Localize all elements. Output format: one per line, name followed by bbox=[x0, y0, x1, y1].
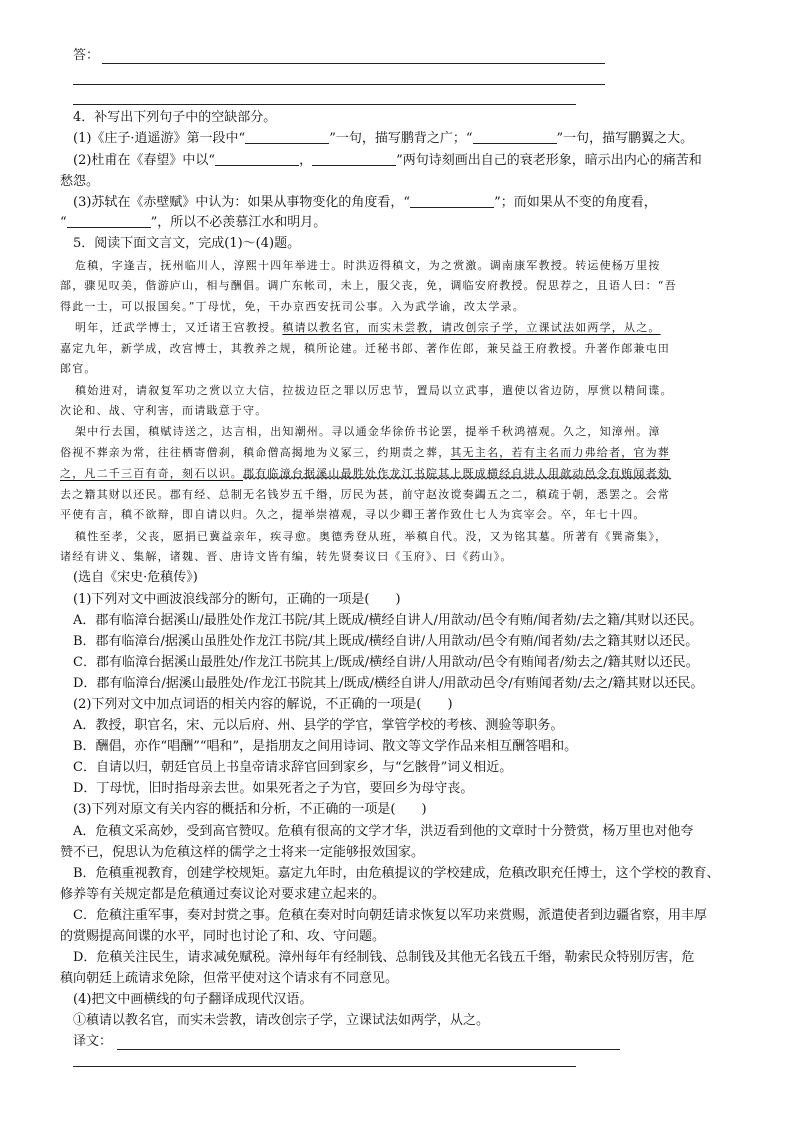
translation-line-1[interactable] bbox=[117, 1049, 620, 1050]
option-3c-cont: 的赏赐提高间谍的水平，同时也讨论了和、攻、守问题。 bbox=[60, 929, 386, 944]
answer-line-3 bbox=[73, 104, 576, 105]
option-1a[interactable]: A．郡有临漳台据溪山/最胜处作龙江书院/其上既成/横经自讲人/用歆动/邑令有贿/闻者劾/去之籍/其财以还民。 bbox=[73, 613, 703, 628]
passage-line: 明年，迁武学博士，又迁诸王宫教授。稹请以教名官，而实未尝教，请改创宗子学，立课试法如两学，从之。 bbox=[75, 321, 661, 334]
blank-1[interactable] bbox=[245, 129, 329, 144]
option-1c[interactable]: C．郡有临漳台据溪山最胜处/作龙江书院其上/既成/横经自讲/人用歆动/邑令有贿闻者/劾去之/籍其财以还民。 bbox=[73, 655, 699, 670]
option-3c[interactable]: C．危稹注重军事，奏对封赏之事。危稹在奏对时向朝廷请求恢复以军功来赏赐，派遣使者到边疆省察，用丰厚 bbox=[73, 908, 707, 923]
passage-line: 得此一士，可以报国矣。”丁母忧，免，干办京西安抚司公事。入为武学谕，改太学录。 bbox=[60, 300, 525, 313]
answer-line-1 bbox=[102, 63, 605, 64]
blank-6[interactable] bbox=[67, 213, 151, 228]
passage-line: 稹性至孝，父丧，愿捐已冀益亲年，疾寻愈。奥德秀登从班，举稹自代。没，又为铭其墓。所著有《巽斋集》， bbox=[75, 530, 668, 543]
passage-line: 俗视不葬亲为常，往往栖寄僧刹，稹命僧高揭地为义冢三，约期责之葬，其无主名，若有主名而力弗给者，官为葬 bbox=[60, 446, 671, 459]
q5-title: 5．阅读下面文言文，完成(1)～(4)题。 bbox=[73, 236, 301, 251]
passage-line: 稹始进对，请叙复军功之赏以立大信，拉拔边臣之罪以厉忠节，置局以立武事，遣使以省边防，厚赏以精间谍。 bbox=[75, 384, 673, 397]
sub-question-2: (2)下列对文中加点词语的相关内容的解说，不正确的一项是( ) bbox=[73, 697, 453, 712]
option-3b-cont: 修养等有关规定都是危稹通过奏议论对要求建立起来的。 bbox=[60, 887, 386, 902]
translation-label: 译文： bbox=[73, 1034, 113, 1049]
option-3d-cont: 稹向朝廷上疏请求免除，但常平使对这个请求有不同意见。 bbox=[60, 971, 399, 986]
passage-line: 郎官。 bbox=[60, 362, 97, 375]
wavy-sentence: 郡有临漳台据溪山最胜处作龙江书院其上既成横经自讲人用歆动邑令有贿闻者劾 bbox=[243, 467, 670, 480]
passage-line: 危稹，字逢吉，抚州临川人，淳熙十四年举进士。时洪迈得稹文，为之赏激。调南康军教授。转运使杨万里按 bbox=[75, 259, 661, 272]
sub-question-1: (1)下列对文中画波浪线部分的断句，正确的一项是( ) bbox=[73, 592, 401, 607]
passage-line: 诸经有讲义、集解，诸魏、晋、唐诗文皆有编，转先贤奏议曰《玉府》、曰《药山》。 bbox=[60, 550, 513, 563]
sub-question-3: (3)下列对原文有关内容的概括和分析，不正确的一项是( ) bbox=[73, 802, 427, 817]
q4-sentence-1: (1)《庄子·逍遥游》第一段中“ ”一句，描写鹏背之广；“ ”一句，描写鹏翼之大。 bbox=[73, 131, 694, 146]
underlined-sentence-2b: 之，凡二千三百有奇，刻石以识。 bbox=[60, 467, 243, 480]
underlined-sentence-2a: 其无主名，若有主名而力弗给者，官为葬 bbox=[450, 446, 671, 459]
blank-2[interactable] bbox=[473, 129, 557, 144]
passage-line bbox=[60, 464, 670, 484]
option-2b[interactable]: B．酬倡，亦作“唱酬”“唱和”，是指朋友之间用诗词、散文等文学作品来相互酬答唱和。 bbox=[73, 739, 578, 754]
option-2d[interactable]: D．丁母忧，旧时指母亲去世。如果死者之子为官，要回乡为母守丧。 bbox=[73, 781, 474, 796]
passage-line: 架中行去国，稹赋诗送之，达言相，出知潮州。寻以通金华徐侨书论罢，提举千秋鸿禧观。久之，知漳州。漳 bbox=[75, 425, 661, 438]
blank-3[interactable] bbox=[215, 151, 299, 166]
sub-question-4: (4)把文中画横线的句子翻译成现代汉语。 bbox=[73, 992, 313, 1007]
q4-title: 4．补写出下列句子中的空缺部分。 bbox=[73, 110, 277, 125]
q4-sentence-2: (2)杜甫在《春望》中以“ ， ”两句诗刻画出自己的衰老形象，暗示出内心的痛苦和 bbox=[73, 153, 702, 168]
option-2c[interactable]: C．自请以归，朝廷官员上书皇帝请求辞官回到家乡，与“乞骸骨”词义相近。 bbox=[73, 760, 513, 775]
underlined-sentence-1: 稹请以教名官，而实未尝教，请改创宗子学，立课试法如两学，从之。 bbox=[282, 321, 661, 334]
blank-4[interactable] bbox=[312, 151, 396, 166]
q4-sentence-3-cont: “ ”，所以不必羡慕江水和明月。 bbox=[60, 215, 327, 230]
translate-sentence-1: ①稹请以教名官，而实未尝教，请改创宗子学，立课试法如两学，从之。 bbox=[73, 1013, 490, 1028]
answer-label: 答： bbox=[73, 48, 100, 63]
passage-source: (选自《宋史·危稹传》) bbox=[73, 570, 198, 585]
passage-line: 次论和、战、守利害，而请戢意于守。 bbox=[60, 404, 268, 417]
passage-line: 平使有言，稹不欲辩，即自请以归。久之，提举崇禧观，寻以少卿王著作致仕七人为宾宰会。卒，年七十四。 bbox=[60, 508, 646, 521]
answer-line-2 bbox=[73, 84, 605, 85]
option-3a-cont: 赞不已，倪思认为危稹这样的儒学之士将来一定能够报效国家。 bbox=[60, 845, 425, 860]
q4-sentence-3: (3)苏轼在《赤壁赋》中认为：如果从事物变化的角度看，“ ”；而如果从不变的角度看， bbox=[73, 195, 657, 210]
blank-5[interactable] bbox=[410, 193, 494, 208]
option-3d[interactable]: D．危稹关注民生，请求减免赋税。漳州每年有经制钱、总制钱及其他无名钱五千缗，勒索民众特别厉害，危 bbox=[73, 950, 695, 965]
translation-line-2[interactable] bbox=[73, 1066, 576, 1067]
option-1d[interactable]: D．郡有临漳台/据溪山最胜处/作龙江书院其上/既成/横经自讲人/用歆动邑令/有贿闻者劾/去之/籍其财以还民。 bbox=[73, 676, 704, 691]
q4-sentence-2-cont: 愁怨。 bbox=[60, 174, 100, 189]
option-2a[interactable]: A．教授，职官名，宋、元以后府、州、县学的学官，掌管学校的考核、测验等职务。 bbox=[73, 718, 564, 733]
option-3a[interactable]: A．危稹文采高妙，受到高官赞叹。危稹有很高的文学才华，洪迈看到他的文章时十分赞赏，杨万里也对他夸 bbox=[73, 824, 694, 839]
option-1b[interactable]: B．郡有临漳台/据溪山虽胜处作龙江书院/其上既成/横经自讲/人用歆动/邑令有贿/闻者劾/去之籍其财以还民。 bbox=[73, 634, 699, 649]
passage-line: 部，骤见叹美，偕游庐山，相与酬倡。调广东帐司，未上，服父丧，免，调临安府教授。倪思荐之，且语人曰：“吾 bbox=[60, 279, 677, 292]
passage-line: 去之籍其财以还民。郡有经、总制无名钱岁五千缗，厉民为甚，前守赵汝谠奏蠲五之二，稹疏于朝，悉罢之。会常 bbox=[60, 488, 670, 501]
option-3b[interactable]: B．危稹重视教育，创建学校规矩。嘉定九年时，由危稹提议的学校建成，危稹改职充任博士，这个学校的教育、 bbox=[73, 866, 720, 881]
passage-line: 嘉定九年，新学成，改宫博士，其教养之规，稹所论建。迁秘书郎、著作佐郎，兼吴益王府教授。升著作郎兼屯田 bbox=[60, 342, 670, 355]
